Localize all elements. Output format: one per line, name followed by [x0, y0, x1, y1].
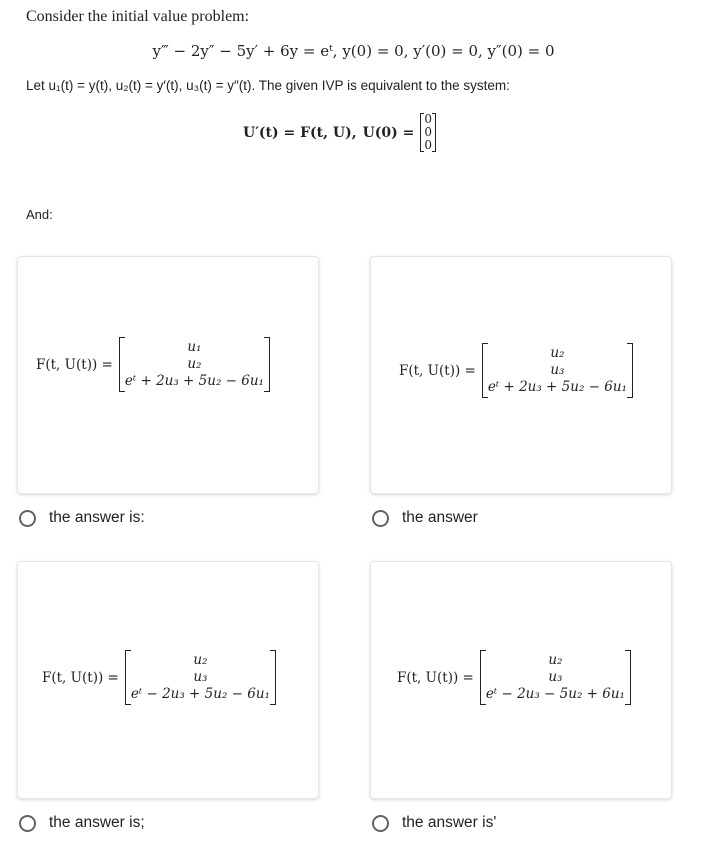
radio-circle-icon[interactable]	[19, 815, 36, 832]
option-1-expression	[36, 339, 270, 390]
matrix-row: eᵗ + 2u₃ + 5u₂ − 6u₁	[124, 373, 264, 389]
option-4-label: the answer is'	[402, 814, 497, 831]
matrix-row: u₃	[193, 669, 208, 685]
option-3-label: the answer is;	[49, 814, 145, 831]
option-1-radio[interactable]	[19, 509, 145, 527]
option-4-expression	[397, 652, 631, 703]
option-card-2[interactable]	[370, 256, 672, 494]
option-4-lhs: F(t, U(t)) =	[397, 669, 474, 686]
radio-circle-icon[interactable]	[372, 510, 389, 527]
option-card-3[interactable]	[17, 561, 319, 799]
matrix-row: u₃	[550, 362, 565, 378]
option-2-expression	[399, 345, 633, 396]
option-3-lhs: F(t, U(t)) =	[42, 669, 119, 686]
matrix-row: eᵗ − 2u₃ + 5u₂ − 6u₁	[130, 686, 270, 702]
option-1-lhs: F(t, U(t)) =	[36, 356, 113, 373]
option-2-lhs: F(t, U(t)) =	[399, 362, 476, 379]
option-4-radio[interactable]	[372, 814, 496, 832]
matrix-row: u₂	[548, 652, 563, 668]
matrix-row: eᵗ + 2u₃ + 5u₂ − 6u₁	[487, 379, 627, 395]
matrix-row: u₃	[548, 669, 563, 685]
init-vector-entry: 0	[424, 138, 433, 152]
option-card-1[interactable]	[17, 256, 319, 494]
radio-circle-icon[interactable]	[372, 815, 389, 832]
matrix-row: u₁	[187, 339, 202, 355]
system-equation	[243, 113, 436, 152]
option-1-label: the answer is:	[49, 509, 145, 526]
matrix-row: u₂	[550, 345, 565, 361]
option-2-matrix	[482, 345, 633, 396]
system-lhs: U′(t) = F(t, U),	[243, 124, 357, 141]
init-vector-entry: 0	[424, 112, 433, 126]
init-vector-entry: 0	[424, 125, 433, 139]
option-3-matrix	[125, 652, 276, 703]
matrix-row: eᵗ − 2u₃ − 5u₂ + 6u₁	[485, 686, 625, 702]
substitution-line: Let u₁(t) = y(t), u₂(t) = y′(t), u₃(t) = y″(t). The given IVP is equivalent to the system:	[26, 78, 510, 93]
option-card-4[interactable]	[370, 561, 672, 799]
radio-circle-icon[interactable]	[19, 510, 36, 527]
system-init-label: U(0) =	[362, 124, 415, 141]
option-2-label: the answer	[402, 509, 478, 526]
matrix-row: u₂	[187, 356, 202, 372]
option-4-matrix	[480, 652, 631, 703]
ode-equation: y‴ − 2y″ − 5y′ + 6y = eᵗ, y(0) = 0, y′(0) = 0, y″(0) = 0	[152, 42, 555, 60]
option-2-radio[interactable]	[372, 509, 478, 527]
option-1-matrix	[119, 339, 270, 390]
init-vector	[420, 113, 436, 152]
problem-intro: Consider the initial value problem:	[26, 8, 250, 25]
option-3-radio[interactable]	[19, 814, 145, 832]
matrix-row: u₂	[193, 652, 208, 668]
and-label: And:	[26, 207, 53, 222]
option-3-expression	[42, 652, 276, 703]
